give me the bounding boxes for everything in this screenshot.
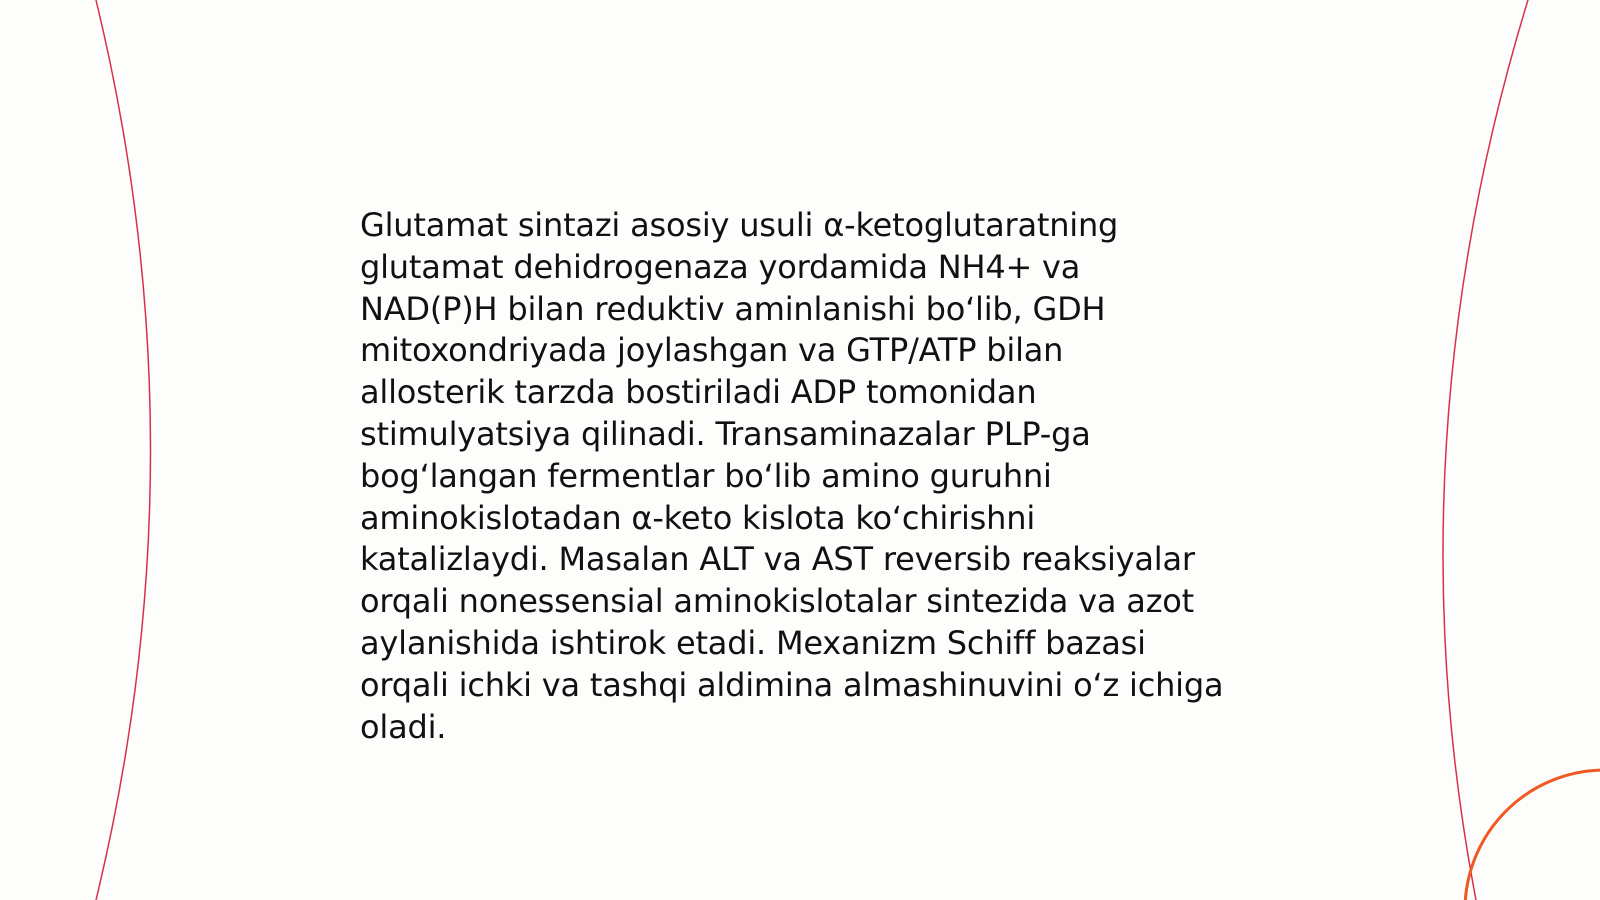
text-line: allosterik tarzda bostiriladi ADP tomonidan — [360, 373, 1037, 412]
text-line: mitoxondriyada joylashgan va GTP/ATP bilan — [360, 331, 1064, 370]
right-decorative-curve — [1443, 0, 1528, 900]
text-line: orqali nonessensial aminokislotalar sintezida va azot — [360, 582, 1195, 621]
left-decorative-curve — [96, 0, 151, 900]
text-line: stimulyatsiya qilinadi. Transaminazalar PLP-ga — [360, 414, 1091, 453]
text-line: bog‘langan fermentlar bo‘lib amino guruhni — [360, 456, 1052, 495]
text-line: katalizlaydi. Masalan ALT va AST reversib reaksiyalar — [360, 540, 1195, 579]
text-line: aminokislotadan α-keto kislota ko‘chirishni — [360, 498, 1036, 537]
text-line: orqali ichki va tashqi aldimina almashinuvini o‘z ichiga — [360, 665, 1224, 704]
text-line: oladi. — [360, 707, 447, 746]
text-line: NAD(P)H bilan reduktiv aminlanishi bo‘lib, GDH — [360, 289, 1106, 328]
text-line: aylanishida ishtirok etadi. Mexanizm Schiff bazasi — [360, 623, 1146, 662]
text-line: glutamat dehidrogenaza yordamida NH4+ va — [360, 247, 1081, 286]
text-line: Glutamat sintazi asosiy usuli α-ketoglutaratning — [360, 206, 1119, 244]
slide-body-text — [360, 205, 1260, 748]
orange-corner-circle — [1465, 770, 1600, 900]
